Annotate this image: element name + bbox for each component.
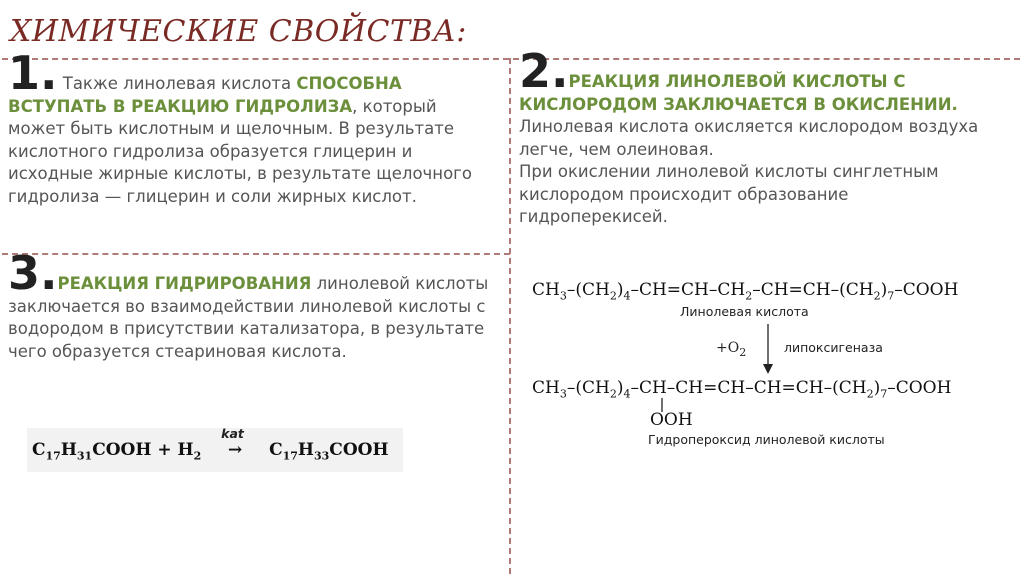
section3-text-after: линолевой кислоты заключается во взаимодействии линолевой кислоты с водородом в присутствии катализатора, в результате чего образуется стеариновая кислота.	[8, 274, 489, 361]
divider-vertical	[509, 58, 511, 574]
section-oxidation	[519, 44, 999, 229]
equation-catalyst: kat	[221, 426, 244, 441]
hydrogenation-equation	[32, 426, 389, 463]
scheme-reagent: $+O_2$	[716, 340, 747, 359]
section-number-1: 1.	[8, 46, 58, 100]
equation-left: $C_{17}H_{31}COOH + H_2$	[32, 440, 202, 463]
section-number-3: 3.	[8, 246, 58, 300]
scheme-label-top: Линолевая кислота	[680, 304, 809, 319]
scheme-enzyme: липоксигеназа	[784, 340, 883, 355]
scheme-label-bottom: Гидропероксид линолевой кислоты	[648, 432, 885, 447]
scheme-formula-bottom: $CH_3-(CH_2)_4-CH-CH=CH-CH=CH-(CH_2)_7$–COOH	[532, 378, 952, 401]
section1-highlight: СПОСОБНА ВСТУПАТЬ В РЕАКЦИЮ ГИДРОЛИЗА	[8, 74, 402, 116]
scheme-formula-top: $CH_3-(CH_2)_4-CH=CH-CH_2-CH=CH-(CH_2)_7$–COOH	[532, 280, 959, 303]
section1-text-after: , который может быть кислотным и щелочным. В результате кислотного гидролиза образуется глицерин и исходные жирные кислоты, в результате щелочного гидролиза — глицерин и соли жирных кислот.	[8, 96, 472, 206]
divider-middle	[2, 253, 510, 255]
section1-text-before: Также линолевая кислота	[62, 74, 297, 93]
section2-highlight: РЕАКЦИЯ ЛИНОЛЕВОЙ КИСЛОТЫ С КИСЛОРОДОМ ЗАКЛЮЧАЕТСЯ В ОКИСЛЕНИИ	[519, 72, 952, 114]
section2-line1: Линолевая кислота окисляется кислородом воздуха легче, чем олеиновая.	[519, 117, 979, 159]
section2-dot: .	[951, 94, 958, 114]
section3-highlight: РЕАКЦИЯ ГИДРИРОВАНИЯ	[57, 274, 312, 293]
section2-line2: При окислении линолевой кислоты синглетным кислородом происходит образование гидроперекисей.	[519, 162, 939, 226]
section-hydrogenation	[8, 246, 496, 363]
equation-right: $C_{17}H_{33}COOH$	[269, 440, 389, 463]
section-number-2: 2.	[519, 44, 569, 98]
equation-arrow: kat →	[221, 426, 244, 460]
scheme-reaction-arrow	[762, 324, 774, 374]
page-title: ХИМИЧЕСКИЕ СВОЙСТВА:	[10, 14, 467, 49]
section-hydrolysis	[8, 46, 498, 208]
scheme-substituent: OOH	[650, 410, 693, 430]
